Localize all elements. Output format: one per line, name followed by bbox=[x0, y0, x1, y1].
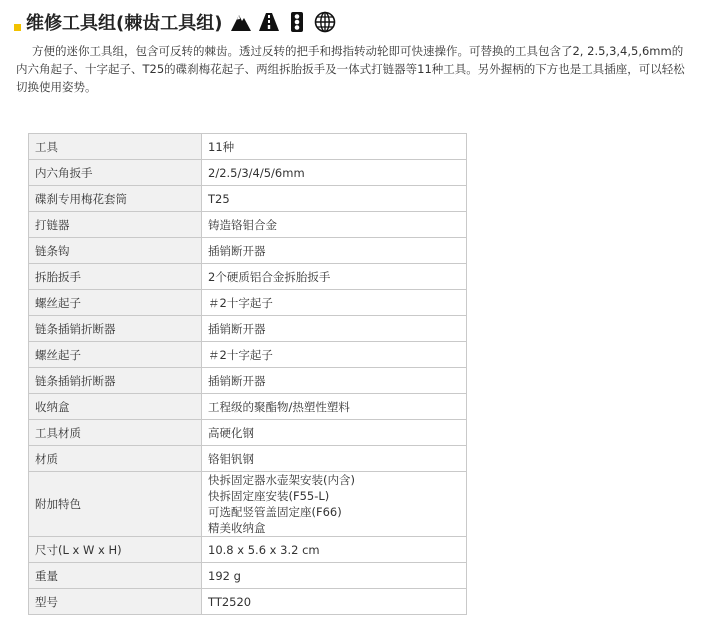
road-icon bbox=[258, 11, 280, 33]
table-row bbox=[29, 342, 467, 368]
spec-key: 螺丝起子 bbox=[29, 290, 202, 316]
table-row-extra-features bbox=[29, 472, 467, 537]
table-row bbox=[29, 316, 467, 342]
spec-key: 重量 bbox=[29, 563, 202, 589]
page-title: 维修工具组(棘齿工具组) bbox=[26, 13, 223, 34]
table-row bbox=[29, 563, 467, 589]
spec-key: 链条钩 bbox=[29, 238, 202, 264]
spec-key: 型号 bbox=[29, 589, 202, 615]
spec-key: 工具材质 bbox=[29, 420, 202, 446]
category-icons bbox=[230, 11, 342, 33]
feature-line: 快拆固定座安装(F55-L) bbox=[208, 489, 330, 503]
spec-key: 内六角扳手 bbox=[29, 160, 202, 186]
spec-value: ＃2十字起子 bbox=[202, 342, 467, 368]
spec-value: 192 g bbox=[202, 563, 467, 589]
spec-key: 工具 bbox=[29, 134, 202, 160]
page-header bbox=[14, 9, 342, 35]
spec-value: T25 bbox=[202, 186, 467, 212]
spec-key: 材质 bbox=[29, 446, 202, 472]
feature-line: 可选配竖管盖固定座(F66) bbox=[208, 505, 342, 519]
spec-key: 打链器 bbox=[29, 212, 202, 238]
spec-key: 收纳盒 bbox=[29, 394, 202, 420]
table-row bbox=[29, 212, 467, 238]
table-row bbox=[29, 290, 467, 316]
table-row bbox=[29, 186, 467, 212]
spec-key: 拆胎扳手 bbox=[29, 264, 202, 290]
product-description: 方便的迷你工具组，包含可反转的棘齿。透过反转的把手和拇指转动轮即可快速操作。可替换的工具包含了2, 2.5,3,4,5,6mm的内六角起子、十字起子、T25的碟刹梅花起子、两组拆胎扳手及一体式打链器等11种工具。另外握柄的下方也是工具插座，可以轻松切换使用姿势。 bbox=[16, 44, 685, 94]
spec-value: 2个硬质铝合金拆胎扳手 bbox=[202, 264, 467, 290]
table-row bbox=[29, 420, 467, 446]
spec-key: 螺丝起子 bbox=[29, 342, 202, 368]
traffic-light-icon bbox=[286, 11, 308, 33]
spec-value: 工程级的聚酯物/热塑性塑料 bbox=[202, 394, 467, 420]
spec-key: 链条插销折断器 bbox=[29, 316, 202, 342]
globe-icon bbox=[314, 11, 336, 33]
table-row bbox=[29, 264, 467, 290]
table-row bbox=[29, 446, 467, 472]
table-row bbox=[29, 589, 467, 615]
table-row bbox=[29, 368, 467, 394]
spec-value: 11种 bbox=[202, 134, 467, 160]
spec-value: 高硬化钢 bbox=[202, 420, 467, 446]
spec-value: 2/2.5/3/4/5/6mm bbox=[202, 160, 467, 186]
spec-key: 附加特色 bbox=[29, 472, 202, 537]
feature-line: 快拆固定器水壶架安装(内含) bbox=[208, 473, 355, 487]
table-row bbox=[29, 160, 467, 186]
spec-value: 插销断开器 bbox=[202, 238, 467, 264]
spec-value: 插销断开器 bbox=[202, 368, 467, 394]
feature-line: 精美收纳盒 bbox=[208, 521, 266, 535]
spec-value: 铬钼钒钢 bbox=[202, 446, 467, 472]
title-bullet bbox=[14, 24, 21, 31]
table-row bbox=[29, 537, 467, 563]
spec-value: TT2520 bbox=[202, 589, 467, 615]
table-row bbox=[29, 134, 467, 160]
spec-value-list bbox=[202, 472, 467, 537]
mountain-bike-icon bbox=[230, 11, 252, 33]
spec-key: 链条插销折断器 bbox=[29, 368, 202, 394]
spec-table bbox=[28, 133, 467, 615]
table-row bbox=[29, 238, 467, 264]
spec-key: 尺寸(L x W x H) bbox=[29, 537, 202, 563]
spec-value: 10.8 x 5.6 x 3.2 cm bbox=[202, 537, 467, 563]
spec-value: 铸造铬钼合金 bbox=[202, 212, 467, 238]
spec-value: ＃2十字起子 bbox=[202, 290, 467, 316]
table-row bbox=[29, 394, 467, 420]
spec-key: 碟刹专用梅花套筒 bbox=[29, 186, 202, 212]
spec-value: 插销断开器 bbox=[202, 316, 467, 342]
